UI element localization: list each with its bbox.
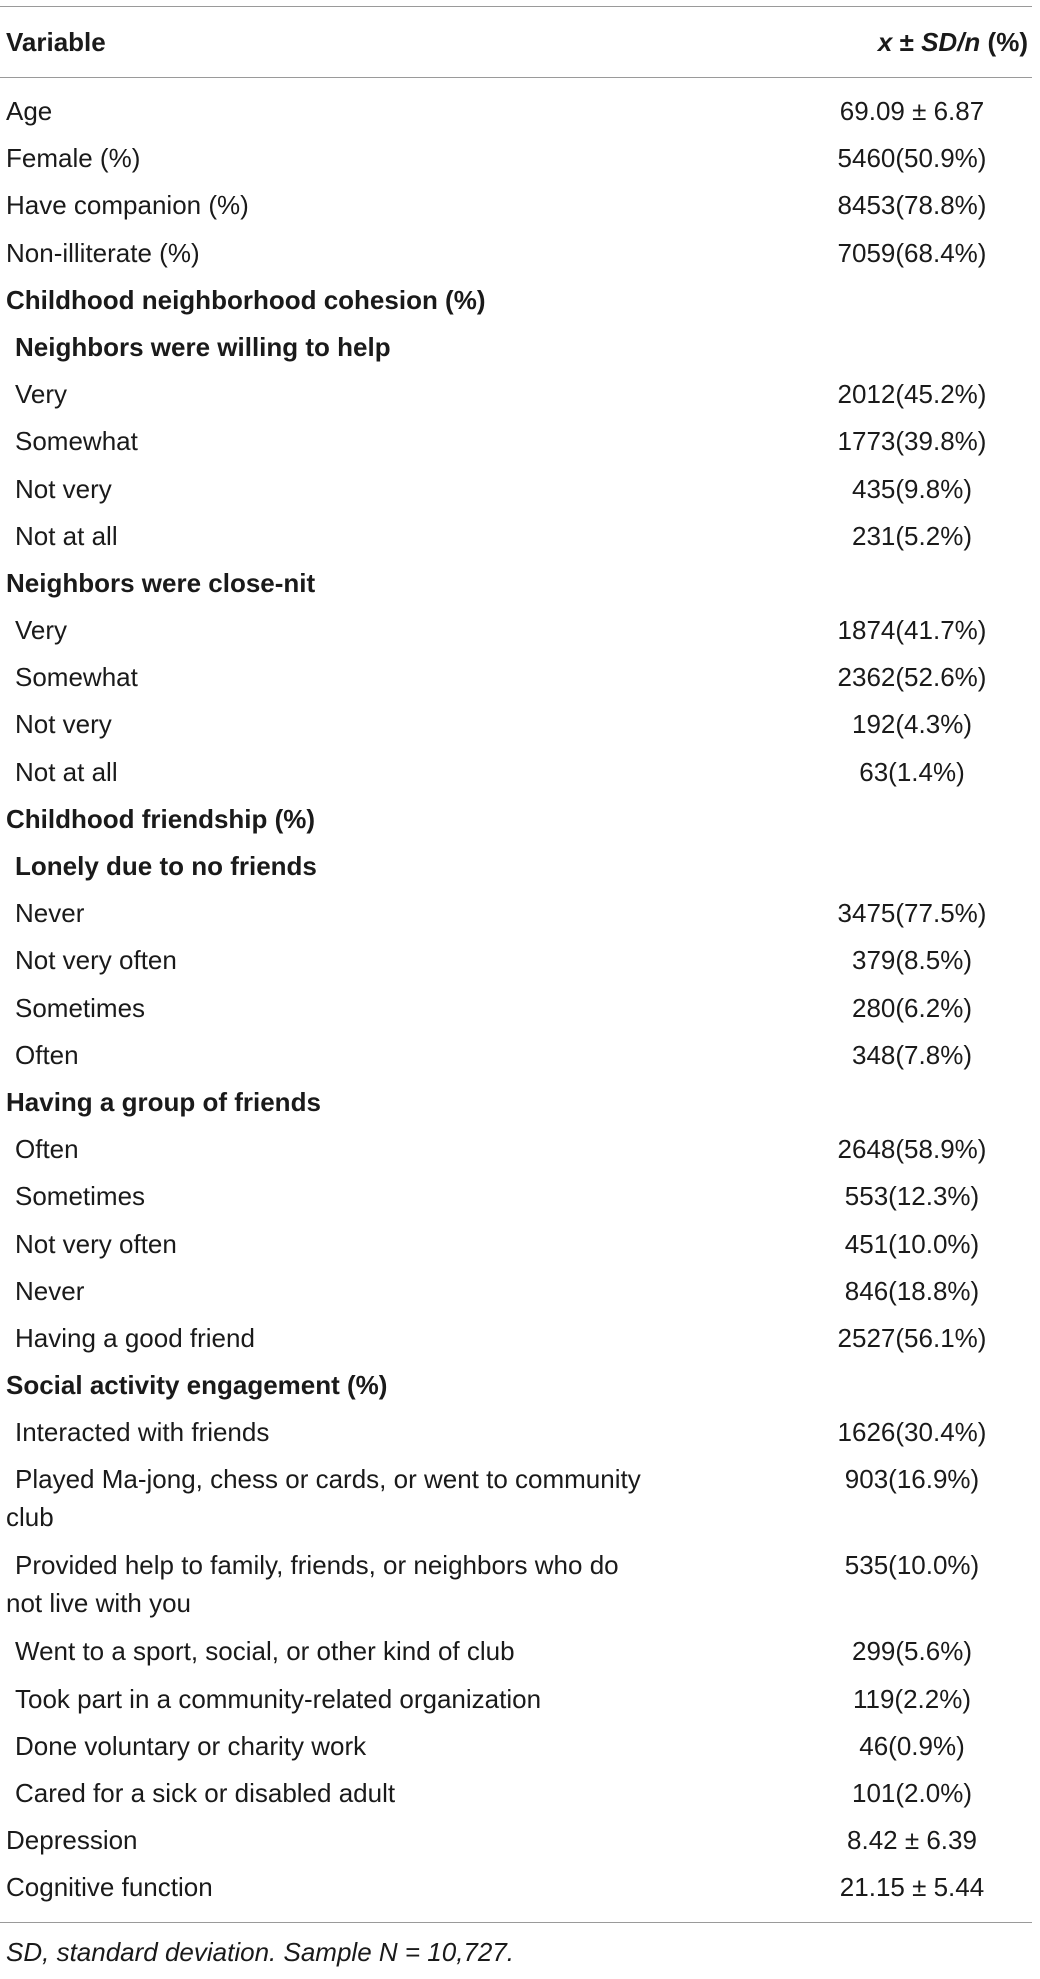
table-row <box>0 277 1032 324</box>
table-row <box>0 135 1032 182</box>
row-label: Sometimes <box>15 992 146 1023</box>
row-value: 299(5.6%) <box>852 1636 972 1667</box>
row-value: 119(2.2%) <box>852 1683 972 1714</box>
row-value: 3475(77.5%) <box>837 898 987 929</box>
row-label: Cared for a sick or disabled adult <box>15 1778 396 1808</box>
table-row <box>0 1770 1032 1817</box>
row-value: 46(0.9%) <box>859 1730 965 1761</box>
table-row <box>0 937 1032 984</box>
table-row <box>0 1315 1032 1362</box>
row-value: 63(1.4%) <box>859 756 965 787</box>
table-row <box>0 1362 1032 1409</box>
row-label: Cognitive function <box>6 1872 213 1903</box>
table-row <box>0 560 1032 607</box>
row-value: 21.15 ± 5.44 <box>839 1872 985 1903</box>
table-row <box>0 466 1032 513</box>
table-row <box>0 1542 1032 1628</box>
table-row <box>0 890 1032 937</box>
row-label: Sometimes <box>15 1181 146 1212</box>
header-sdn: SD/n <box>921 26 981 57</box>
row-label: Often <box>15 1134 79 1165</box>
row-label: Having a good friend <box>15 1322 255 1353</box>
row-value: 5460(50.9%) <box>837 143 987 174</box>
table-row <box>0 796 1032 843</box>
row-label: Not very often <box>15 1228 177 1259</box>
table-row <box>0 1126 1032 1173</box>
table-row <box>0 324 1032 371</box>
row-value: 553(12.3%) <box>844 1181 980 1212</box>
row-value: 8453(78.8%) <box>837 190 987 221</box>
table-row <box>0 88 1032 135</box>
table-row <box>0 1676 1032 1723</box>
header-variable: Variable <box>6 26 106 57</box>
row-value: 1626(30.4%) <box>837 1417 987 1448</box>
row-value: 1773(39.8%) <box>837 426 987 457</box>
row-label: Not very <box>15 709 112 740</box>
table-footnote: SD, standard deviation. Sample N = 10,727. <box>6 1936 515 1967</box>
row-value: 348(7.8%) <box>852 1039 972 1070</box>
row-label: Not very often <box>15 945 177 976</box>
table-row <box>0 985 1032 1032</box>
row-label: Social activity engagement (%) <box>6 1370 388 1401</box>
row-label: Very <box>15 615 68 646</box>
header-suffix: (%) <box>980 26 1028 57</box>
table-row <box>0 1456 1032 1542</box>
row-value: 2012(45.2%) <box>837 379 987 410</box>
row-label: Have companion (%) <box>6 190 249 221</box>
row-label: Took part in a community-related organization <box>15 1683 542 1714</box>
row-label: Interacted with friends <box>15 1417 270 1448</box>
row-value: 69.09 ± 6.87 <box>839 96 985 126</box>
row-value: 846(18.8%) <box>844 1275 980 1306</box>
header-x: x <box>877 26 893 57</box>
table-row <box>0 1817 1032 1864</box>
row-label: Not at all <box>15 520 118 551</box>
row-label: Non-illiterate (%) <box>6 237 200 268</box>
table-row <box>0 1032 1032 1079</box>
row-label: Having a group of friends <box>6 1086 321 1117</box>
row-label: Neighbors were willing to help <box>15 331 391 362</box>
row-value: 7059(68.4%) <box>837 237 987 268</box>
table-row <box>0 371 1032 418</box>
table-row <box>0 1173 1032 1220</box>
row-label: Somewhat <box>15 426 138 457</box>
table-row <box>0 1268 1032 1315</box>
table-row <box>0 230 1032 277</box>
row-label: Never <box>15 1275 85 1306</box>
row-label: Never <box>15 898 85 929</box>
table-header <box>0 7 1032 77</box>
row-value: 379(8.5%) <box>852 945 972 976</box>
table-row <box>0 1723 1032 1770</box>
table-row <box>0 1221 1032 1268</box>
table-body <box>0 78 1032 1912</box>
row-value: 2362(52.6%) <box>837 662 987 693</box>
header-value <box>698 27 1032 58</box>
row-value: 1874(41.7%) <box>837 615 987 646</box>
table-row <box>0 1079 1032 1126</box>
row-value: 2648(58.9%) <box>837 1134 987 1165</box>
data-table <box>0 6 1032 1968</box>
row-value: 535(10.0%) <box>844 1550 980 1581</box>
table-row <box>0 654 1032 701</box>
row-label: Depression <box>6 1825 138 1856</box>
table-row <box>0 1409 1032 1456</box>
row-value: 101(2.0%) <box>852 1778 972 1808</box>
table-row <box>0 1628 1032 1675</box>
row-label: Not at all <box>15 756 118 787</box>
row-label: Childhood friendship (%) <box>6 803 316 834</box>
row-label: Age <box>6 96 53 126</box>
header-pm: ± <box>892 26 922 57</box>
row-label: Not very <box>15 473 112 504</box>
row-label: Somewhat <box>15 662 138 693</box>
row-label: Female (%) <box>6 143 141 174</box>
row-value: 435(9.8%) <box>852 473 972 504</box>
table-row <box>0 701 1032 748</box>
table-row <box>0 1864 1032 1911</box>
row-value: 280(6.2%) <box>852 992 972 1023</box>
row-label: Played Ma-jong, chess or cards, or went to community club <box>6 1464 641 1533</box>
row-value: 2527(56.1%) <box>837 1322 987 1353</box>
row-label: Very <box>15 379 68 410</box>
table-row <box>0 607 1032 654</box>
row-value: 451(10.0%) <box>844 1228 980 1259</box>
table-row <box>0 182 1032 229</box>
row-value: 231(5.2%) <box>852 520 972 551</box>
row-label: Childhood neighborhood cohesion (%) <box>6 284 486 315</box>
row-label: Often <box>15 1039 79 1070</box>
table-row <box>0 749 1032 796</box>
row-label: Neighbors were close-nit <box>6 567 316 598</box>
table-row <box>0 513 1032 560</box>
row-value: 8.42 ± 6.39 <box>847 1825 977 1856</box>
row-label: Lonely due to no friends <box>15 851 317 881</box>
table-row <box>0 418 1032 465</box>
row-label: Went to a sport, social, or other kind of club <box>15 1636 515 1667</box>
table-row <box>0 843 1032 890</box>
bottom-rule <box>0 1922 1032 1923</box>
row-value: 192(4.3%) <box>852 709 972 740</box>
row-label: Provided help to family, friends, or neighbors who do not live with you <box>6 1550 619 1619</box>
row-value: 903(16.9%) <box>844 1464 980 1495</box>
row-label: Done voluntary or charity work <box>15 1730 367 1761</box>
